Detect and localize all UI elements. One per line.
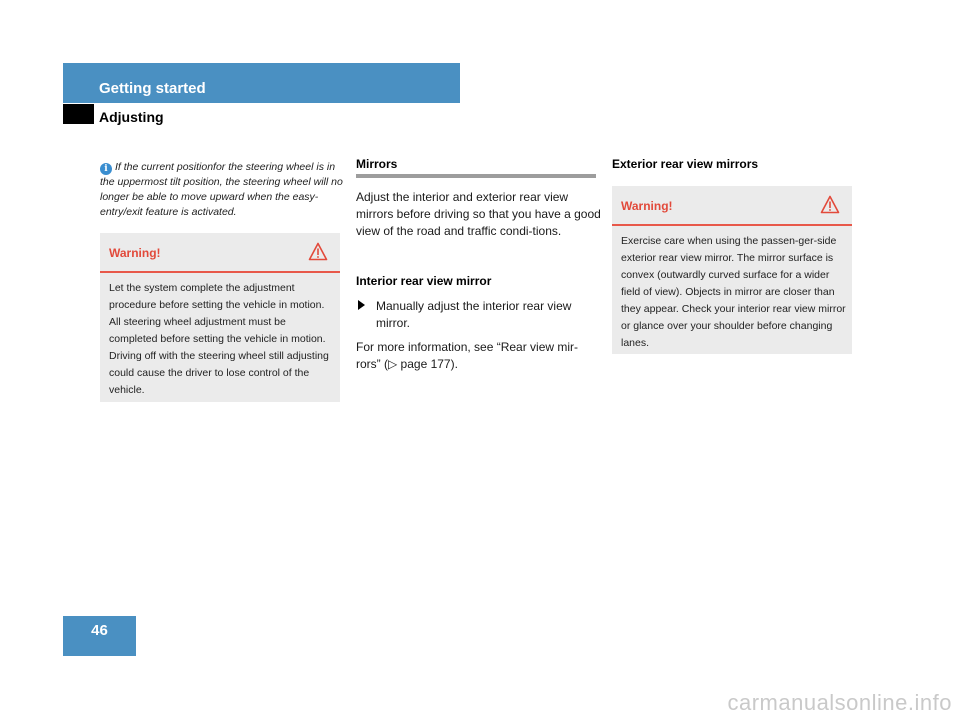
bullet-arrow-icon: [358, 300, 365, 310]
info-icon: i: [100, 163, 112, 175]
exterior-mirrors-heading: Exterior rear view mirrors: [612, 157, 759, 171]
watermark: carmanualsonline.info: [727, 690, 952, 715]
warning-label: Warning!: [621, 199, 673, 213]
warning-text: Exercise care when using the passen-ger-side exterior rear view mirror. The mirror surface is convex (outwardly curved surface for a wider field of view). Objects in mirror are closer than they appear. Check your interior rear view mirror or glance over your shoulder before changing lanes.: [621, 235, 846, 349]
heading-divider: [356, 174, 596, 178]
mirrors-intro: Adjust the interior and exterior rear view mirrors before driving so that you have a good view of the road and traffic condi-tions.: [356, 190, 601, 238]
warning-header: [612, 186, 852, 226]
info-note-text: If the current positionfor the steering wheel is in the uppermost tilt position, the steering wheel will no longer be able to move upward when the easy-entry/exit feature is activated.: [100, 161, 343, 218]
page-number: 46: [91, 622, 108, 639]
section-title: Getting started: [99, 80, 206, 97]
section-marker: [63, 104, 94, 124]
mirrors-heading: Mirrors: [356, 157, 398, 171]
warning-box-mirror: [612, 186, 852, 354]
warning-label: Warning!: [109, 246, 161, 260]
page-number-box: [63, 616, 136, 656]
warning-box-steering: [100, 233, 340, 402]
warning-header: [100, 233, 340, 273]
warning-triangle-icon: [820, 195, 840, 214]
interior-mirror-heading: Interior rear view mirror: [356, 274, 492, 288]
warning-text: Let the system complete the adjustment procedure before setting the vehicle in motion. All steering wheel adjustment must be completed before setting the vehicle in motion. Driving off with the steering wheel still adjusting could cause the driver to lose control of the vehicle.: [109, 282, 329, 396]
info-note: [100, 160, 345, 220]
more-info-text: For more information, see “Rear view mir-rors” (▷ page 177).: [356, 340, 579, 371]
warning-triangle-icon: [308, 242, 328, 261]
bullet-item: [356, 298, 601, 332]
bullet-text: Manually adjust the interior rear view mirror.: [376, 299, 572, 330]
subsection-title: Adjusting: [99, 109, 164, 125]
